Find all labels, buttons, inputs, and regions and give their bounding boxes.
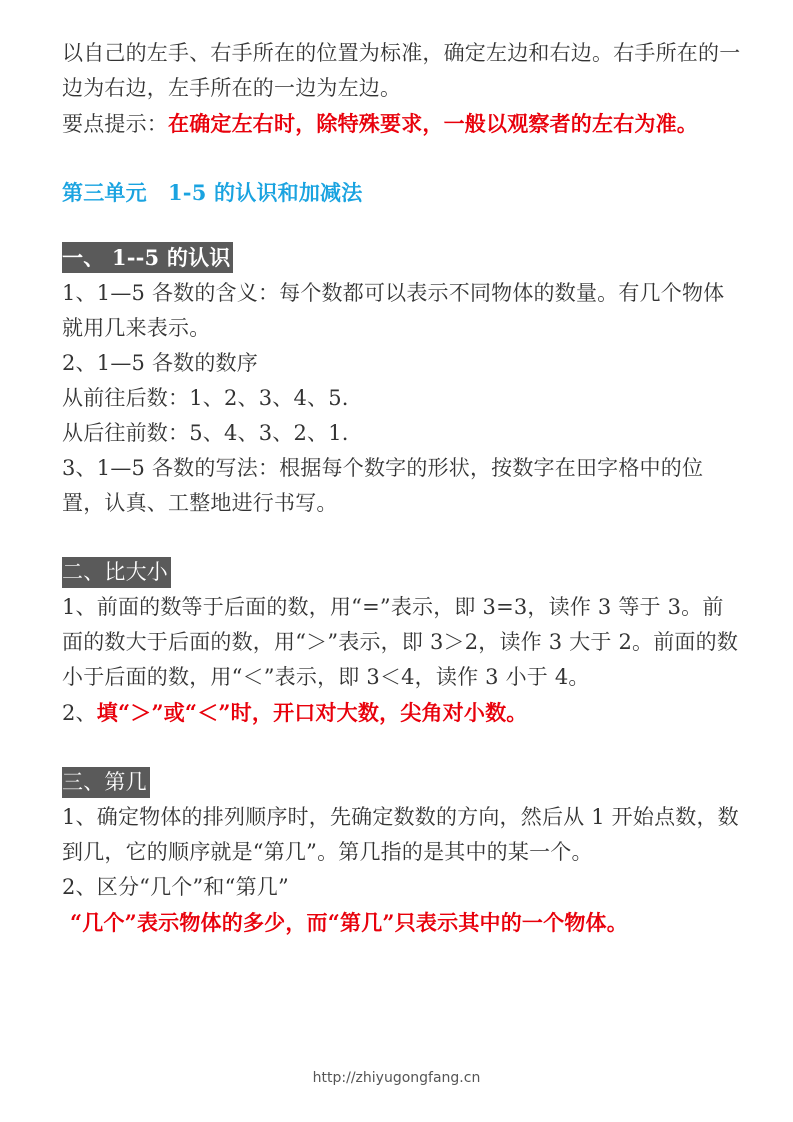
section-1-paragraph-3: 从前往后数：1、2、3、4、5.: [62, 386, 349, 410]
section-1-paragraph-5: 3、1—5 各数的写法：根据每个数字的形状，按数字在田字格中的位置，认真、工整地进行书写。: [62, 456, 704, 515]
section-3: [62, 765, 742, 940]
section-2: [62, 555, 742, 731]
section-1-title: 一、 1--5 的认识: [62, 242, 233, 273]
section-3-paragraph-3: “几个”表示物体的多少，而“第几”只表示其中的一个物体。: [70, 910, 628, 935]
section-2-p2-text: 填“＞”或“＜”时，开口对大数，尖角对小数。: [96, 700, 528, 725]
section-2-paragraph-1: 1、前面的数等于后面的数，用“=”表示，即 3=3，读作 3 等于 3。前面的数大于后面的数，用“＞”表示，即 3＞2，读作 3 大于 2。前面的数小于后面的数，用“＜”表示，即 3＜4，读作 3 小于 4。: [62, 595, 739, 689]
section-2-paragraph-2: [62, 695, 742, 731]
section-1-paragraph-1: 1、1—5 各数的含义：每个数都可以表示不同物体的数量。有几个物体就用几来表示。: [62, 281, 725, 340]
section-3-paragraph-1: 1、确定物体的排列顺序时，先确定数数的方向，然后从 1 开始点数，数到几，它的顺序就是“第几”。第几指的是其中的某一个。: [62, 805, 739, 864]
tip-label: 要点提示：: [62, 112, 168, 136]
section-3-title: 三、第几: [62, 767, 150, 798]
section-2-title: 二、比大小: [62, 557, 171, 588]
document-content: [62, 36, 742, 940]
section-1: [62, 241, 742, 521]
section-2-p2-prefix: 2、: [62, 701, 97, 725]
section-1-paragraph-4: 从后往前数：5、4、3、2、1.: [62, 421, 349, 445]
section-3-paragraph-2: 2、区分“几个”和“第几”: [62, 875, 289, 899]
footer-url[interactable]: http://zhiyugongfang.cn: [312, 1070, 481, 1086]
section-1-paragraph-2: 2、1—5 各数的数序: [62, 351, 258, 375]
unit-title: 第三单元 1-5 的认识和加减法: [62, 180, 363, 205]
intro-paragraph: 以自己的左手、右手所在的位置为标准，确定左边和右边。右手所在的一边为右边，左手所在的一边为左边。: [62, 41, 741, 100]
tip-text: 在确定左右时，除特殊要求，一般以观察者的左右为准。: [168, 111, 698, 136]
key-point-tip: [62, 106, 742, 142]
